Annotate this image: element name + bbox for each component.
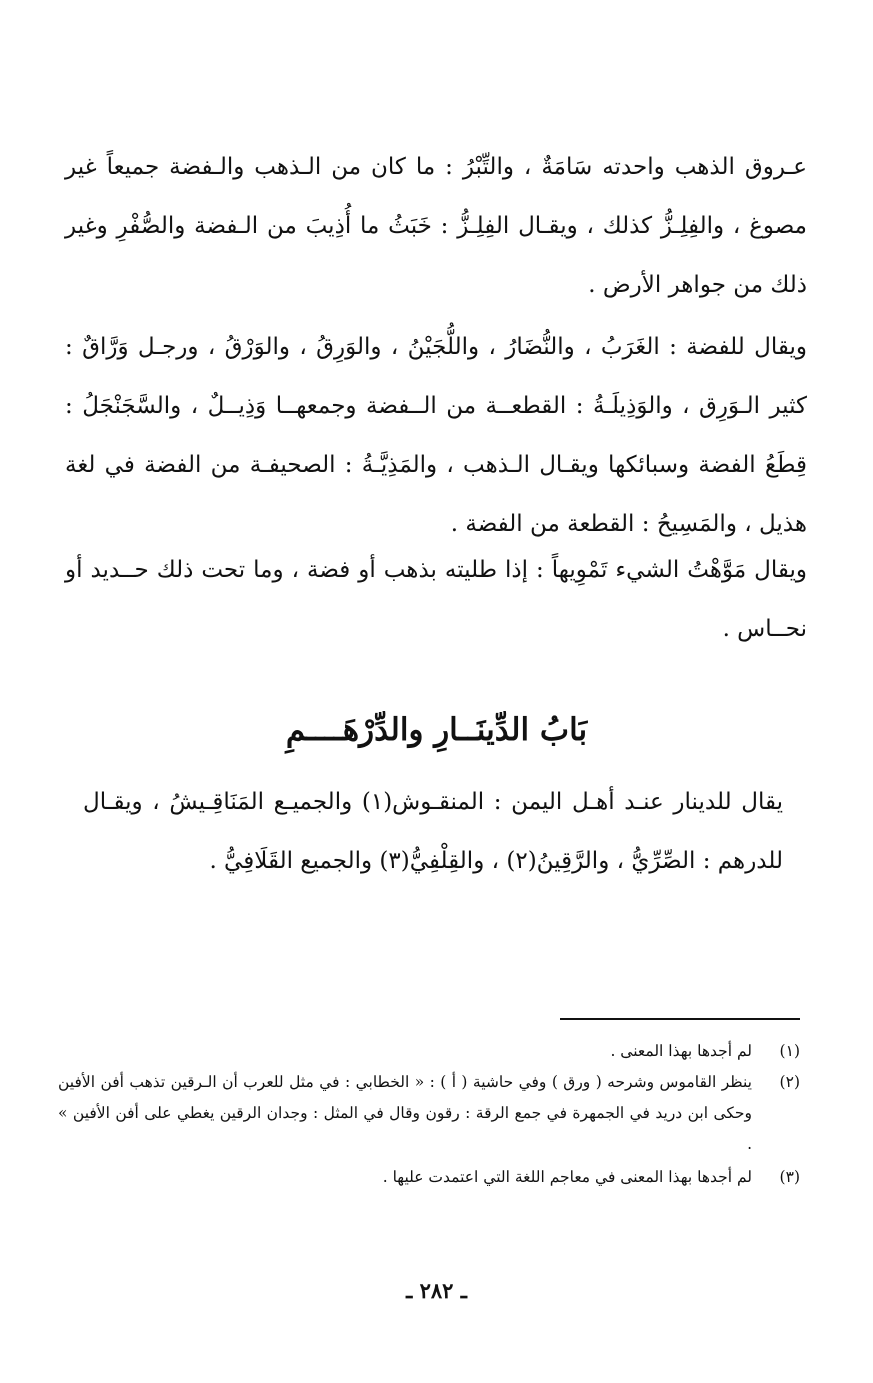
footnote-number: (٢) [779, 1073, 800, 1091]
paragraph-dinar-dirham [83, 773, 803, 891]
page-number: ـ ٢٨٢ ـ [406, 1278, 467, 1303]
chapter-title: بَابُ الدِّينَــارِ والدِّرْهَــــمِ [285, 712, 588, 748]
footnote-item [58, 1067, 800, 1160]
paragraph-text: ويقال للفضة : الغَرَبُ ، والنُّضَارُ ، واللُّجَيْنُ ، والوَرِقُ ، والوَرْقُ ، ورجـل وَرَّاقٌ : كثير الـوَرِق ، والوَذِيلَـةُ : القطعــة من الــفضة وجمعهــا وَذِيــلٌ ، والسَّجَنْجَلُ : قِطَعُ الفضة وسبائكها ويقـال الـذهب ، والمَذِيَّـةُ : الصحيفـة من الفضة في لغة هذيل ، والمَسِيحُ : القطعة من الفضة . [65, 334, 807, 537]
paragraph-text: عـروق الذهب واحدته سَامَةٌ ، والتِّبْرُ : ما كان من الـذهب والـفضة جميعاً غير مصوغ ، والفِلِـزُّ كذلك ، ويقـال الفِلِـزُّ : خَبَثُ ما أُذِيبَ من الـفضة والصُّفْرِ وغير ذلك من جواهر الأرض . [65, 154, 807, 298]
paragraph-silver-names [65, 318, 807, 554]
footnotes-section [58, 1036, 800, 1193]
footnote-text: لم أجدها بهذا المعنى في معاجم اللغة التي اعتمدت عليها . [382, 1168, 752, 1186]
paragraph-gold-silver [65, 138, 807, 315]
footnote-item [58, 1162, 800, 1193]
footnote-divider [560, 1018, 800, 1020]
footnote-number: (٣) [779, 1168, 800, 1186]
footnote-text: لم أجدها بهذا المعنى . [610, 1042, 752, 1060]
paragraph-text: يقال للدينار عنـد أهـل اليمن : المنقـوش(١) والجميـع المَنَاقِـيشُ ، ويقـال للدرهم : الصِّرِّيُّ ، والرَّقِينُ(٢) ، والقِلْفِيُّ(٣) والجميع القَلَافِيُّ . [83, 789, 783, 874]
paragraph-text: ويقال مَوَّهْتُ الشيء تَمْوِيهاً : إذا طليته بذهب أو فضة ، وما تحت ذلك حــديد أو نحــاس . [65, 557, 807, 642]
footnote-text: ينظر القاموس وشرحه ( ورق ) وفي حاشية ( أ ) : « الخطابي : في مثل للعرب أن الـرقين تذهب أفن الأفين وحكى ابن دريد في الجمهرة في جمع الرقة : رقون وقال في المثل : وجدان الرقين يغطي على أفن الأفين » . [58, 1073, 752, 1153]
paragraph-gilding [65, 541, 807, 659]
footnote-item [58, 1036, 800, 1067]
footnote-number: (١) [779, 1042, 800, 1060]
